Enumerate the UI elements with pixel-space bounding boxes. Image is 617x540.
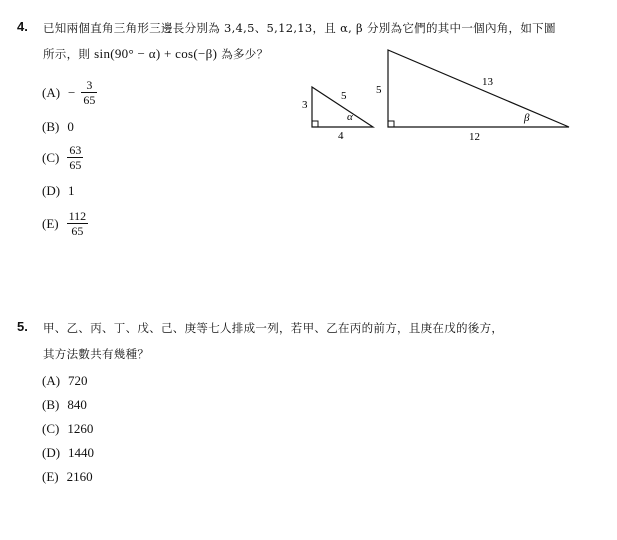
numerator: 63 (69, 143, 82, 157)
option-e[interactable] (42, 469, 93, 485)
option-label: (A) (42, 373, 61, 388)
option-b[interactable] (42, 397, 87, 413)
option-label: (D) (42, 445, 61, 460)
numerator: 3 (81, 78, 97, 93)
numerator: 112 (68, 209, 87, 223)
large-hypotenuse: 13 (482, 76, 493, 88)
stem-prefix: 所示，則 (43, 47, 91, 61)
question-stem-line-2: 其方法數共有幾種？ (43, 347, 150, 361)
question-stem-line-1: 已知兩個直角三角形三邊長分別為 3,4,5、5,12,13，且 α, β 分別為它們的其中一個內角，如下圖 (43, 21, 556, 35)
right-angle-mark (388, 121, 394, 127)
option-label: (E) (42, 469, 59, 484)
option-value: 2160 (66, 469, 93, 484)
option-label: (B) (42, 119, 60, 134)
question-stem-line-1: 甲、乙、丙、丁、戊、己、庚等七人排成一列，若甲、乙在丙的前方，且庚在戊的後方， (43, 321, 504, 335)
option-value: 840 (67, 397, 87, 412)
triangles-figure (0, 0, 617, 260)
denominator: 65 (69, 158, 82, 172)
option-label: (B) (42, 397, 60, 412)
question-number: 4. (17, 19, 28, 34)
option-label: (E) (42, 215, 59, 231)
large-side-horizontal: 12 (469, 131, 480, 143)
angle-alpha: α (347, 111, 353, 123)
large-side-vertical: 5 (376, 84, 382, 96)
small-side-vertical: 3 (302, 99, 308, 111)
angle-beta: β (524, 112, 530, 124)
denominator: 65 (83, 93, 96, 107)
large-triangle-shape (388, 50, 569, 127)
question-number: 5. (17, 319, 28, 334)
option-value: 0 (67, 119, 74, 134)
option-c[interactable] (42, 421, 93, 437)
option-value: 1440 (68, 445, 95, 460)
small-right-triangle (302, 87, 373, 142)
stem-suffix: 為多少？ (221, 47, 269, 61)
minus-sign: − (68, 84, 76, 100)
denominator: 65 (71, 224, 84, 238)
right-angle-mark (312, 121, 318, 127)
option-label: (A) (42, 84, 61, 100)
option-value: 1260 (67, 421, 94, 436)
option-label: (C) (42, 421, 60, 436)
option-value: 720 (68, 373, 88, 388)
small-hypotenuse: 5 (341, 90, 347, 102)
option-a[interactable] (42, 373, 88, 389)
option-label: (C) (42, 149, 60, 165)
option-d[interactable] (42, 445, 94, 461)
large-right-triangle (376, 50, 569, 143)
small-side-horizontal: 4 (338, 130, 344, 142)
trig-expression: sin(90° − α) + cos(−β) (94, 46, 218, 61)
option-value: 1 (68, 183, 75, 198)
option-label: (D) (42, 183, 61, 198)
